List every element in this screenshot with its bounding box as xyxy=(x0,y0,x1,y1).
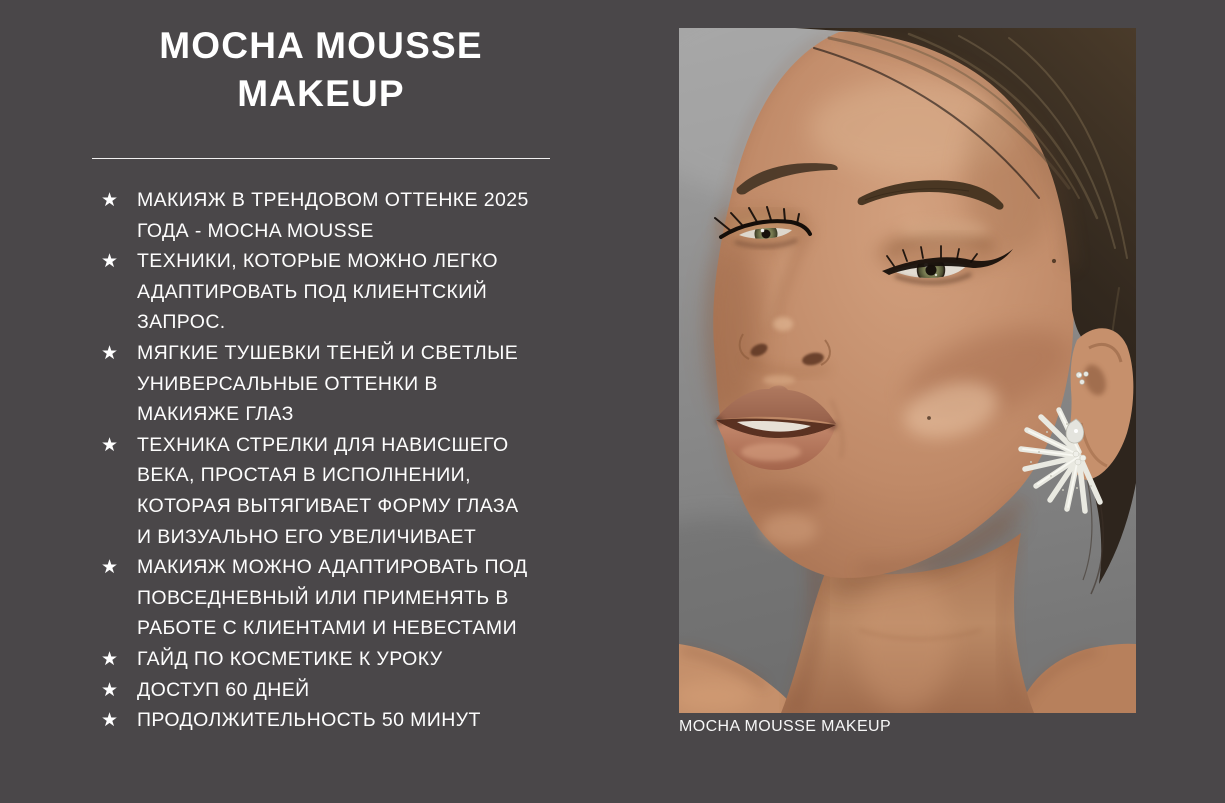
list-item-text: МЯГКИЕ ТУШЕВКИ ТЕНЕЙ И СВЕТЛЫЕ УНИВЕРСАЛЬНЫЕ ОТТЕНКИ В МАКИЯЖЕ ГЛАЗ xyxy=(137,341,519,426)
portrait-photo xyxy=(679,28,1136,713)
list-item-text: МАКИЯЖ МОЖНО АДАПТИРОВАТЬ ПОД ПОВСЕДНЕВНЫЙ ИЛИ ПРИМЕНЯТЬ В РАБОТЕ С КЛИЕНТАМИ И НЕВЕСТАМИ xyxy=(137,556,528,640)
features-list xyxy=(92,185,550,736)
star-bullet-icon: ★ xyxy=(101,251,119,273)
list-item xyxy=(92,430,535,552)
list-item-text: ПРОДОЛЖИТЕЛЬНОСТЬ 50 МИНУТ xyxy=(137,709,481,732)
star-bullet-icon: ★ xyxy=(101,648,119,670)
star-bullet-icon: ★ xyxy=(101,190,119,211)
star-bullet-icon: ★ xyxy=(101,434,119,456)
list-item-text: ГАЙД ПО КОСМЕТИКЕ К УРОКУ xyxy=(137,647,443,670)
left-column xyxy=(92,22,550,736)
list-item xyxy=(92,338,535,430)
photo-caption: MOCHA MOUSSE MAKEUP xyxy=(679,718,892,735)
list-item-text: ТЕХНИКА СТРЕЛКИ ДЛЯ НАВИСШЕГО ВЕКА, ПРОСТАЯ В ИСПОЛНЕНИИ, КОТОРАЯ ВЫТЯГИВАЕТ ФОРМУ ГЛАЗА И ВИЗУАЛЬНО ЕГО УВЕЛИЧИВАЕТ xyxy=(137,433,519,548)
list-item-text: ТЕХНИКИ, КОТОРЫЕ МОЖНО ЛЕГКО АДАПТИРОВАТЬ ПОД КЛИЕНТСКИЙ ЗАПРОС. xyxy=(137,250,498,334)
star-bullet-icon: ★ xyxy=(101,557,119,579)
page-title: MOCHA MOUSSE MAKEUP xyxy=(159,25,483,114)
star-bullet-icon: ★ xyxy=(101,679,119,701)
star-bullet-icon: ★ xyxy=(101,710,119,732)
list-item xyxy=(92,675,535,706)
star-bullet-icon: ★ xyxy=(101,342,119,364)
list-item-text: МАКИЯЖ В ТРЕНДОВОМ ОТТЕНКЕ 2025 ГОДА - MOCHA MOUSSE xyxy=(137,189,529,242)
divider-line xyxy=(92,158,550,159)
list-item xyxy=(92,552,535,644)
list-item-text: ДОСТУП 60 ДНЕЙ xyxy=(137,678,310,701)
list-item xyxy=(92,705,535,736)
portrait-illustration xyxy=(679,28,1136,713)
list-item xyxy=(92,185,535,246)
list-item xyxy=(92,644,535,675)
list-item xyxy=(92,246,535,338)
photo-block xyxy=(679,28,1136,736)
